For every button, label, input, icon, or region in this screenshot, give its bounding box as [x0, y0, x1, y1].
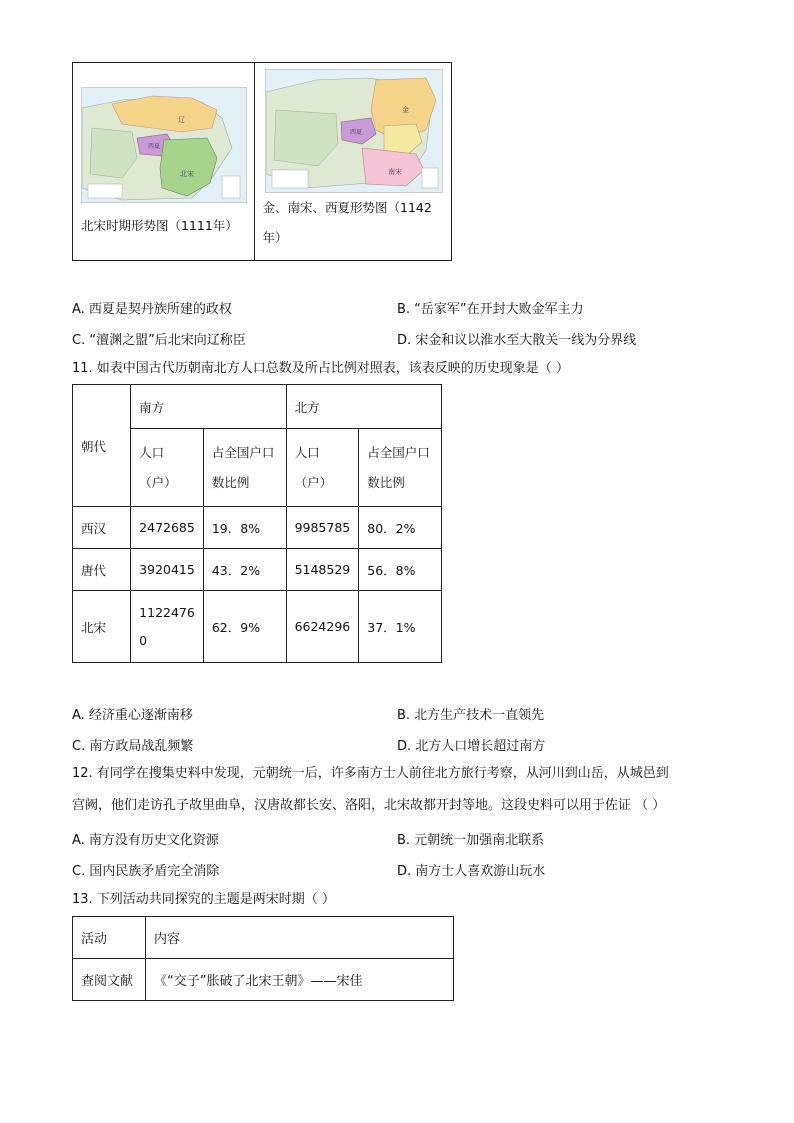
q12-option-b[interactable]: B. 元朝统一加强南北联系	[397, 833, 545, 848]
north-ratio-header-line2: 数比例	[367, 474, 405, 490]
south-pop-header-line2: （户）	[139, 474, 177, 490]
north-pop-header	[286, 429, 359, 507]
north-pop-cell: 5148529	[286, 549, 359, 591]
q11-option-d[interactable]: D. 北方人口增长超过南方	[397, 739, 546, 754]
south-ratio-header	[203, 429, 286, 507]
north-ratio-cell: 56．8%	[359, 549, 442, 591]
north-header: 北方	[286, 385, 441, 429]
jin-southern-song-map-image	[266, 70, 442, 192]
south-pop-cell: 2472685	[131, 507, 204, 549]
south-pop-cell	[131, 591, 204, 663]
q10-option-b[interactable]: B. “岳家军”在开封大败金军主力	[397, 302, 584, 317]
right-map-caption-line2: 年）	[262, 230, 288, 245]
dynasty-cell: 唐代	[73, 549, 131, 591]
south-header: 南方	[131, 385, 286, 429]
north-pop-cell: 9985785	[286, 507, 359, 549]
svg-text:金: 金	[401, 106, 409, 114]
left-map-cell	[73, 63, 255, 261]
svg-text:北宋: 北宋	[180, 170, 194, 178]
svg-text:西夏: 西夏	[148, 143, 161, 150]
table-row	[73, 507, 442, 549]
south-ratio-cell: 62．9%	[203, 591, 286, 663]
north-pop-cell: 6624296	[286, 591, 359, 663]
content-cell: 《“交子”胀破了北宋王朝》——宋佳	[146, 959, 454, 1001]
population-table	[72, 384, 442, 663]
q12-stem-line1: 12. 有同学在搜集史料中发现，元朝统一后，许多南方士人前往北方旅行考察，从河川到山岳，从城邑到	[72, 766, 669, 781]
north-pop-header-line1: 人口	[294, 444, 320, 460]
q11-stem: 11. 如表中国古代历朝南北方人口总数及所占比例对照表，该表反映的历史现象是（ ）	[72, 361, 569, 376]
south-pop-header-line1: 人口	[139, 444, 165, 460]
south-pop-cell-line1: 1122476	[139, 604, 195, 620]
north-ratio-cell: 80．2%	[359, 507, 442, 549]
north-ratio-cell: 37．1%	[359, 591, 442, 663]
table-row	[73, 959, 454, 1001]
north-pop-header-line2: （户）	[294, 474, 333, 490]
right-map-caption-line1: 金、南宋、西夏形势图（1142	[262, 200, 432, 215]
south-pop-header	[131, 429, 204, 507]
svg-text:西夏: 西夏	[349, 129, 362, 136]
dynasty-cell: 西汉	[73, 507, 131, 549]
northern-song-map-image	[82, 88, 246, 202]
q10-option-c[interactable]: C. “澶渊之盟”后北宋向辽称臣	[72, 333, 246, 348]
south-ratio-cell: 43．2%	[203, 549, 286, 591]
q11-option-a[interactable]: A. 经济重心逐渐南移	[72, 708, 193, 723]
northern-song-map	[81, 87, 247, 203]
q12-option-d[interactable]: D. 南方士人喜欢游山玩水	[397, 864, 546, 879]
q11-option-b[interactable]: B. 北方生产技术一直领先	[397, 708, 545, 723]
jin-southern-song-map	[265, 69, 443, 193]
south-pop-cell-line2: 0	[139, 632, 148, 648]
north-ratio-header	[359, 429, 442, 507]
svg-text:南宋: 南宋	[387, 168, 402, 176]
south-ratio-cell: 19．8%	[203, 507, 286, 549]
table-row	[73, 591, 442, 663]
south-pop-cell: 3920415	[131, 549, 204, 591]
dynasty-cell: 北宋	[73, 591, 131, 663]
north-ratio-header-line1: 占全国户口	[367, 444, 430, 460]
q11-option-c[interactable]: C. 南方政局战乱频繁	[72, 739, 194, 754]
left-map-caption: 北宋时期形势图（1111年）	[81, 218, 238, 233]
q10-option-d[interactable]: D. 宋金和议以淮水至大散关一线为分界线	[397, 333, 637, 348]
content-header: 内容	[146, 917, 454, 959]
right-map-cell	[254, 63, 451, 261]
table-row	[73, 549, 442, 591]
col-dynasty-header: 朝代	[73, 385, 131, 507]
south-ratio-header-line1: 占全国户口	[211, 444, 275, 460]
south-ratio-header-line2: 数比例	[211, 474, 250, 490]
q12-option-a[interactable]: A. 南方没有历史文化资源	[72, 833, 219, 848]
activity-header: 活动	[73, 917, 146, 959]
q12-stem-line2: 宫阙，他们走访孔子故里曲阜，汉唐故都长安、洛阳，北宋故都开封等地。这段史料可以用于佐证 （ ）	[72, 798, 666, 813]
map-table	[72, 62, 452, 261]
activity-table	[72, 916, 454, 1001]
q10-option-a[interactable]: A. 西夏是契丹族所建的政权	[72, 302, 232, 317]
svg-text:辽: 辽	[178, 116, 185, 124]
q13-stem: 13. 下列活动共同探究的主题是两宋时期（ ）	[72, 892, 335, 907]
activity-cell: 查阅文献	[73, 959, 146, 1001]
q12-option-c[interactable]: C. 国内民族矛盾完全消除	[72, 864, 220, 879]
